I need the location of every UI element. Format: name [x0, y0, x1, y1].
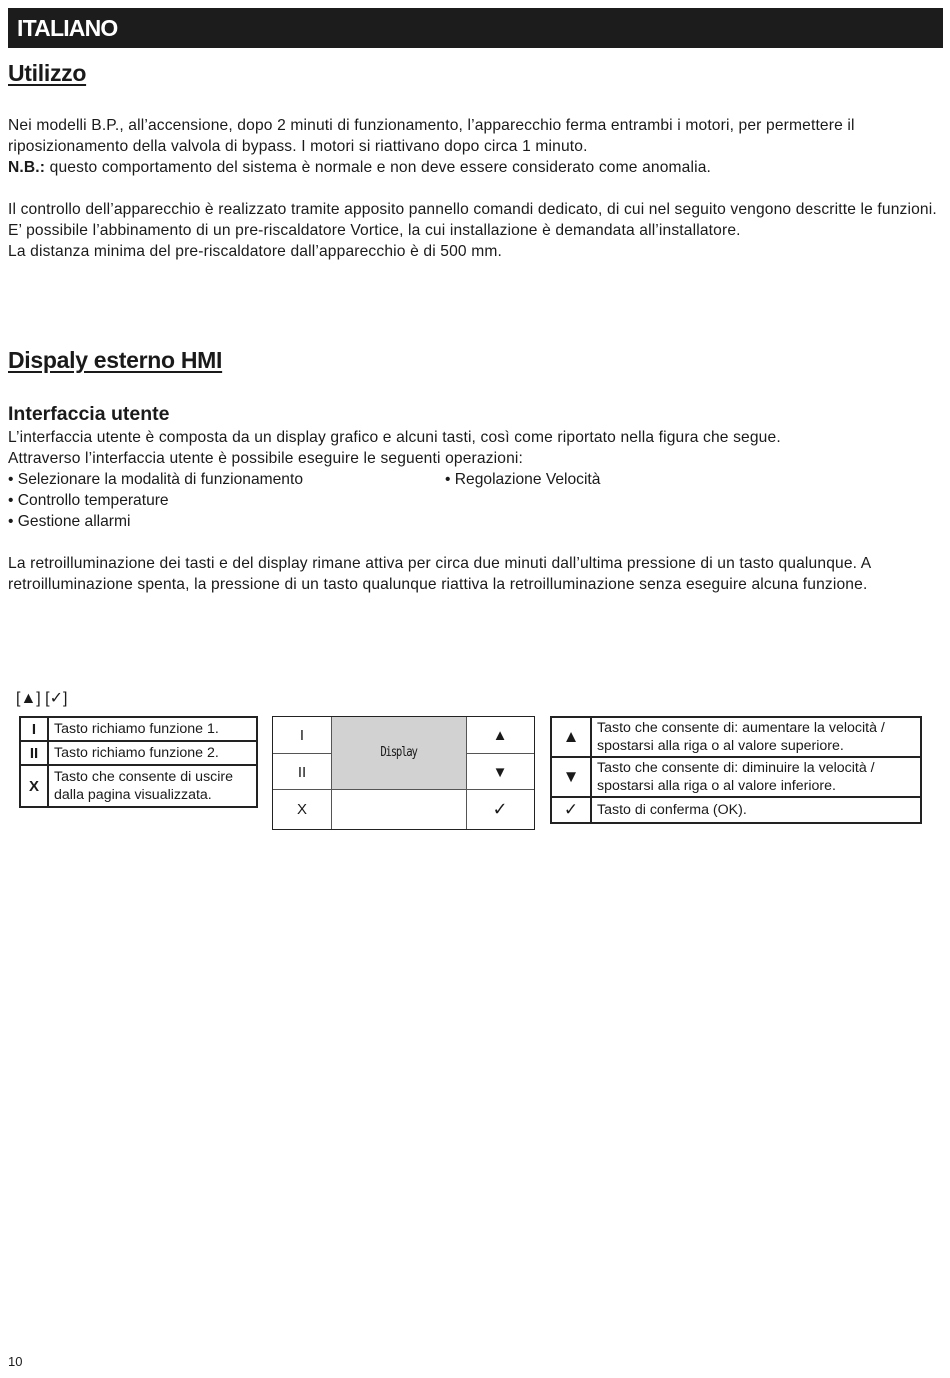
- function-keys-table: [19, 716, 258, 808]
- interface-intro: [8, 428, 944, 470]
- key-label: X: [20, 765, 48, 807]
- up-arrow-icon: ▲: [551, 717, 591, 757]
- page-number: 10: [8, 1354, 23, 1369]
- nb-note: [8, 158, 944, 179]
- language-banner: [8, 8, 943, 48]
- checkmark-icon[interactable]: ✓: [492, 799, 508, 819]
- key-legend: [▲] [✓]: [16, 690, 68, 707]
- key-label: I: [20, 717, 48, 741]
- table-row: [551, 797, 921, 823]
- utilizzo-paragraph-4: La distanza minima del pre-riscaldatore dall’apparecchio è di 500 mm.: [8, 242, 502, 260]
- utilizzo-block-2: [8, 200, 944, 262]
- section-title-display: Dispaly esterno HMI: [8, 347, 223, 373]
- backlight-paragraph: La retroilluminazione dei tasti e del display rimane attiva per circa due minuti dall’ultima pressione di un tasto qualunque. A retroilluminazione spenta, la pressione di un tasto qualunque riattiva la retroilluminazione senza eseguire alcuna funzione.: [8, 555, 871, 593]
- table-row: [551, 717, 921, 757]
- list-item: • Selezionare la modalità di funzionamento: [8, 471, 303, 488]
- table-row: [20, 765, 257, 807]
- nb-label: N.B.:: [8, 158, 46, 176]
- list-item: • Regolazione Velocità: [445, 471, 601, 488]
- exit-key[interactable]: X: [296, 801, 307, 818]
- key-description: Tasto che consente di uscire dalla pagina visualizzata.: [48, 765, 257, 807]
- section-title-utilizzo: Utilizzo: [8, 60, 87, 86]
- interface-intro-1: L’interfaccia utente è composta da un display grafico e alcuni tasti, così come riportato nella figura che segue.: [8, 429, 781, 446]
- key-description: Tasto richiamo funzione 2.: [48, 741, 257, 765]
- list-item: • Controllo temperature: [8, 492, 169, 509]
- utilizzo-paragraph-2: Il controllo dell’apparecchio è realizzato tramite apposito pannello comandi dedicato, di cui nel seguito vengono descritte le funzioni.: [8, 201, 937, 218]
- down-arrow-icon: ▼: [551, 757, 591, 797]
- navigation-keys-table: [550, 716, 922, 824]
- key-description: Tasto che consente di: aumentare la velocità / spostarsi alla riga o al valore superiore.: [591, 717, 921, 757]
- function-2-key[interactable]: II: [297, 764, 307, 781]
- control-panel-diagram: [272, 716, 535, 830]
- language-label: ITALIANO: [17, 15, 118, 41]
- key-description: Tasto richiamo funzione 1.: [48, 717, 257, 741]
- utilizzo-block-1: [8, 116, 944, 178]
- key-label: II: [20, 741, 48, 765]
- list-item: • Gestione allarmi: [8, 513, 131, 530]
- key-description: Tasto che consente di: diminuire la velocità / spostarsi alla riga o al valore inferiore.: [591, 757, 921, 797]
- operations-list: [8, 470, 708, 554]
- table-row: [551, 757, 921, 797]
- display-label: Display: [380, 745, 417, 760]
- display-screen: [331, 717, 466, 789]
- up-arrow-icon[interactable]: ▲: [492, 727, 508, 744]
- function-1-key[interactable]: I: [299, 727, 305, 744]
- utilizzo-paragraph-3: E’ possibile l’abbinamento di un pre-riscaldatore Vortice, la cui installazione è demandata all’installatore.: [8, 221, 741, 239]
- table-row: [20, 717, 257, 741]
- key-description: Tasto di conferma (OK).: [591, 797, 921, 823]
- subsection-title-interfaccia: Interfaccia utente: [8, 403, 170, 425]
- checkmark-icon: ✓: [551, 797, 591, 823]
- utilizzo-paragraph-1: Nei modelli B.P., all’accensione, dopo 2 minuti di funzionamento, l’apparecchio ferma entrambi i motori, per permettere il riposizionamento della valvola di bypass. I motori si riattivano dopo circa 1 minuto.: [8, 117, 855, 155]
- interface-intro-2: Attraverso l’interfaccia utente è possibile eseguire le seguenti operazioni:: [8, 449, 524, 467]
- table-row: [20, 741, 257, 765]
- down-arrow-icon[interactable]: ▼: [492, 764, 508, 781]
- nb-text: questo comportamento del sistema è normale e non deve essere considerato come anomalia.: [45, 158, 712, 176]
